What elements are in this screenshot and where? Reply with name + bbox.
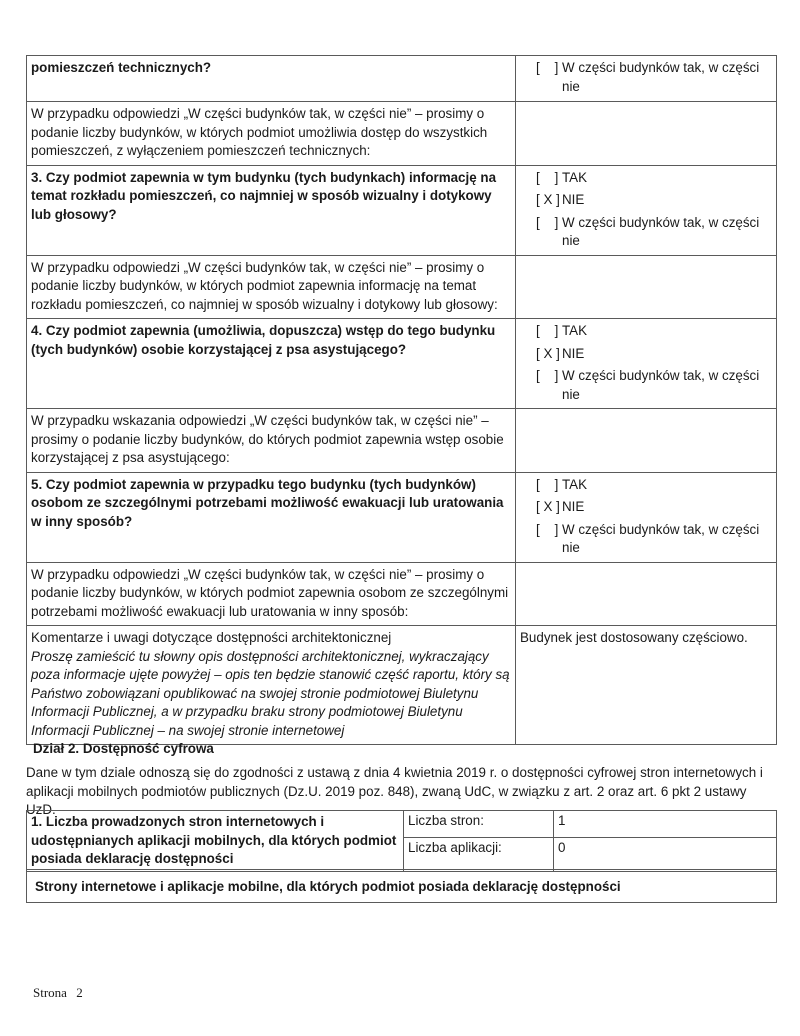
table-row: [27, 102, 777, 166]
table-row: [27, 472, 777, 562]
table-row: [27, 409, 777, 473]
answer-cell: [516, 165, 777, 255]
apps-value[interactable]: 0: [554, 837, 777, 871]
answer-cell: [516, 56, 777, 102]
apps-label: Liczba aplikacji:: [404, 837, 554, 871]
comments-answer[interactable]: Budynek jest dostosowany częściowo.: [516, 626, 777, 745]
option-partial[interactable]: [ ] W części budynków tak, w części nie: [536, 521, 760, 555]
pages-label: Liczba stron:: [404, 811, 554, 838]
table-row: [27, 255, 777, 319]
followup-answer-cell[interactable]: [516, 255, 777, 319]
option-partial[interactable]: [ ] W części budynków tak, w części nie: [536, 368, 760, 402]
followup-text-cell: W przypadku odpowiedzi „W części budynków tak, w części nie” – prosimy o podanie liczby budynków, w których podmiot zapewnia osobom ze szczególnymi potrzebami możliwość ewakuacji lub uratowania w inny sposób:: [27, 562, 516, 626]
table-row: [27, 870, 777, 903]
question-4-cell: 4. Czy podmiot zapewnia (umożliwia, dopuszcza) wstęp do tego budynku (tych budynków) osobie korzystającej z psa asystującego?: [27, 319, 516, 409]
comments-cell: [27, 626, 516, 745]
section-2-intro: Dane w tym dziale odnoszą się do zgodności z ustawą z dnia 4 kwietnia 2019 r. o dostępności cyfrowej stron internetowych i aplikacji mobilnych podmiotów publicznych (Dz.U. 2019 poz. 848), zwaną UdC, w związku z art. 2 oraz art. 6 pkt 2 ustawy UzD.: [26, 765, 763, 817]
question-5-cell: 5. Czy podmiot zapewnia w przypadku tego budynku (tych budynków) osobom ze szczególnymi potrzebami możliwość ewakuacji lub uratowania w inny sposób?: [27, 472, 516, 562]
followup-text-cell: W przypadku odpowiedzi „W części budynków tak, w części nie” – prosimy o podanie liczby budynków, w których podmiot umożliwia dostęp do wszystkich pomieszczeń, z wyłączeniem pomieszczeń technicznych:: [27, 102, 516, 166]
architectural-accessibility-table: [26, 55, 777, 745]
option-nie-checked[interactable]: [ X ] NIE: [536, 345, 585, 361]
declarations-table: [26, 869, 777, 903]
option-partial[interactable]: [ ] W części budynków tak, w części nie: [536, 214, 760, 248]
declarations-title: Strony internetowe i aplikacje mobilne, dla których podmiot posiada deklarację dostępności: [27, 870, 777, 903]
table-row: [27, 626, 777, 745]
option-tak[interactable]: [ ] TAK: [536, 169, 588, 185]
table-row: [27, 811, 777, 838]
option-nie-checked[interactable]: [ X ] NIE: [536, 499, 585, 514]
followup-answer-cell[interactable]: [516, 102, 777, 166]
option-tak[interactable]: [ ] TAK: [536, 323, 588, 338]
question-1-cell: 1. Liczba prowadzonych stron internetowych i udostępnianych aplikacji mobilnych, dla których podmiot posiada deklarację dostępności: [27, 811, 404, 872]
answer-cell: [516, 472, 777, 562]
section-2-title: Dział 2. Dostępność cyfrowa: [33, 741, 214, 756]
followup-text-cell: W przypadku wskazania odpowiedzi „W części budynków tak, w części nie” – prosimy o podanie liczby budynków, do których podmiot zapewnia wstęp osobie korzystającej z psa asystującego:: [27, 409, 516, 473]
page-number: 2: [76, 985, 83, 1000]
page-footer: [33, 984, 83, 1003]
followup-answer-cell[interactable]: [516, 409, 777, 473]
followup-text-cell: W przypadku odpowiedzi „W części budynków tak, w części nie” – prosimy o podanie liczby budynków, w których podmiot zapewnia informację na temat rozkładu pomieszczeń, co najmniej w sposób wizualny i dotykowy lub głosowy:: [27, 255, 516, 319]
pages-value[interactable]: 1: [554, 811, 777, 838]
answer-cell: [516, 319, 777, 409]
comments-instruction: Proszę zamieścić tu słowny opis dostępności architektonicznej, wykraczający poza informacje ujęte powyżej – opis ten będzie stanowić część raportu, który są Państwo zobowiązani opublikować na swojej stronie podmiotowej Biuletynu Informacji Publicznej, a w przypadku braku strony podmiotowej Biuletynu Informacji Publicznej – na swojej stronie internetowej: [31, 648, 510, 738]
digital-accessibility-table: [26, 810, 777, 872]
comments-title: Komentarze i uwagi dotyczące dostępności architektonicznej: [31, 630, 392, 645]
table-row: [27, 56, 777, 102]
table-row: [27, 165, 777, 255]
option-tak[interactable]: [ ] TAK: [536, 476, 588, 492]
table-row: [27, 562, 777, 626]
table-row: [27, 319, 777, 409]
question-cell: pomieszczeń technicznych?: [27, 56, 516, 102]
question-3-cell: 3. Czy podmiot zapewnia w tym budynku (tych budynkach) informację na temat rozkładu pomieszczeń, co najmniej w sposób wizualny i dotykowy lub głosowy?: [27, 165, 516, 255]
page-label: Strona: [33, 985, 67, 1000]
option-nie-checked[interactable]: [ X ] NIE: [536, 192, 585, 207]
option-partial[interactable]: [ ] W części budynków tak, w części nie: [536, 60, 760, 94]
followup-answer-cell[interactable]: [516, 562, 777, 626]
